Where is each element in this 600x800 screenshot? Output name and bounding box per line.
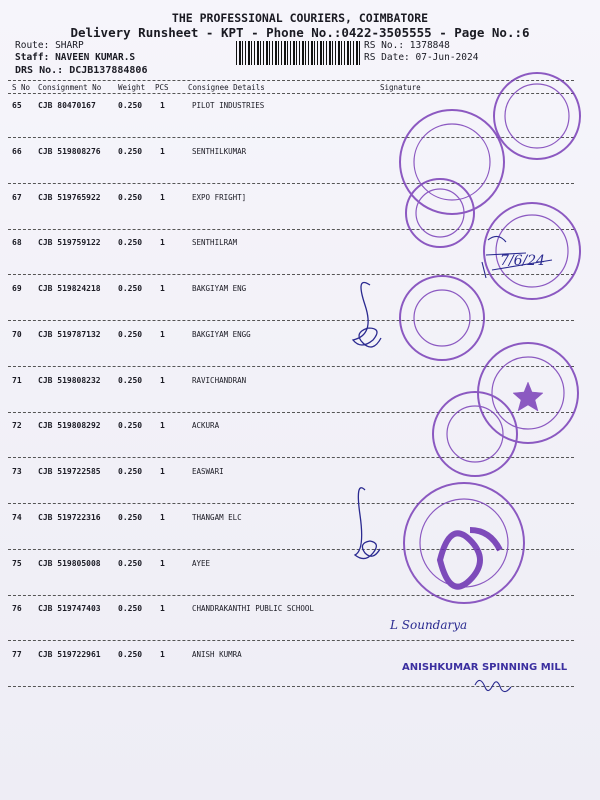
table-row	[0, 604, 600, 650]
weight-cell: 0.250	[118, 284, 143, 293]
sno-cell: 70	[12, 330, 22, 339]
weight-cell: 0.250	[118, 421, 143, 430]
staff-label: Staff:	[15, 52, 50, 63]
sno-cell: 72	[12, 421, 22, 430]
document-subtitle: Delivery Runsheet - KPT - Phone No.:0422-3505555 - Page No.:6	[70, 25, 530, 40]
consignee-cell: AYEE	[192, 559, 211, 568]
weight-cell: 0.250	[118, 193, 143, 202]
col-consignee: Consignee Details	[188, 83, 265, 92]
table-row	[0, 330, 600, 376]
row-divider	[8, 229, 574, 230]
pcs-cell: 1	[160, 650, 165, 659]
table-row	[0, 559, 600, 605]
row-divider	[8, 320, 574, 321]
pcs-cell: 1	[160, 559, 165, 568]
sno-cell: 66	[12, 147, 22, 156]
pcs-cell: 1	[160, 467, 165, 476]
consignment-cell: CJB 519787132	[38, 330, 101, 339]
weight-cell: 0.250	[118, 147, 143, 156]
table-row	[0, 238, 600, 284]
sno-cell: 77	[12, 650, 22, 659]
consignee-cell: EASWARI	[192, 467, 224, 476]
row-divider	[8, 412, 574, 413]
sno-cell: 65	[12, 101, 22, 110]
sno-cell: 73	[12, 467, 22, 476]
route-label: Route:	[15, 40, 50, 51]
signature-row76: L Soundarya	[390, 618, 468, 632]
pcs-cell: 1	[160, 101, 165, 110]
consignee-cell: BAKGIYAM ENG	[192, 284, 247, 293]
consignment-cell: CJB 519722961	[38, 650, 101, 659]
row-divider	[8, 595, 574, 596]
col-pcs: PCS	[155, 83, 169, 92]
sno-cell: 69	[12, 284, 22, 293]
weight-cell: 0.250	[118, 101, 143, 110]
weight-cell: 0.250	[118, 604, 143, 613]
consignee-cell: BAKGIYAM ENGG	[192, 330, 251, 339]
sno-cell: 67	[12, 193, 22, 202]
rs-no-line	[364, 40, 450, 51]
staff-value: NAVEEN KUMAR.S	[55, 52, 136, 63]
barcode	[236, 41, 360, 65]
rs-date-line	[364, 52, 478, 63]
row-divider	[8, 503, 574, 504]
route-line	[15, 40, 84, 51]
row-divider	[8, 366, 574, 367]
table-row	[0, 513, 600, 559]
consignee-cell: ACKURA	[192, 421, 220, 430]
drs-label: DRS No.:	[15, 65, 64, 76]
table-row	[0, 193, 600, 239]
consignment-cell: CJB 519759122	[38, 238, 101, 247]
col-sno: S No	[12, 83, 31, 92]
rs-no-label: RS No.:	[364, 40, 405, 51]
pcs-cell: 1	[160, 284, 165, 293]
consignee-cell: ANISH KUMRA	[192, 650, 242, 659]
consignee-cell: THANGAM ELC	[192, 513, 242, 522]
company-stamp: ANISHKUMAR SPINNING MILL	[402, 662, 568, 673]
table-row	[0, 376, 600, 422]
consignment-cell: CJB 519765922	[38, 193, 101, 202]
header-rule-top	[8, 80, 574, 81]
consignment-cell: CJB 519747403	[38, 604, 101, 613]
rs-date-label: RS Date:	[364, 52, 410, 63]
weight-cell: 0.250	[118, 376, 143, 385]
consignment-cell: CJB 519722316	[38, 513, 101, 522]
weight-cell: 0.250	[118, 238, 143, 247]
route-value: SHARP	[55, 40, 84, 51]
row-divider	[8, 183, 574, 184]
document-title: THE PROFESSIONAL COURIERS, COIMBATORE	[171, 11, 429, 25]
table-row	[0, 284, 600, 330]
rs-date-value: 07-Jun-2024	[415, 52, 479, 63]
pcs-cell: 1	[160, 376, 165, 385]
consignee-cell: SENTHILKUMAR	[192, 147, 247, 156]
weight-cell: 0.250	[118, 513, 143, 522]
sno-cell: 75	[12, 559, 22, 568]
table-row	[0, 650, 600, 696]
header-rule-bottom	[8, 93, 574, 94]
rs-no-value: 1378848	[409, 40, 450, 51]
consignee-cell: CHANDRAKANTHI PUBLIC SCHOOL	[192, 604, 314, 613]
consignee-cell: RAVICHANDRAN	[192, 376, 247, 385]
weight-cell: 0.250	[118, 467, 143, 476]
consignment-cell: CJB 519808292	[38, 421, 101, 430]
col-consignment: Consignment No	[38, 83, 102, 92]
row-divider	[8, 274, 574, 275]
row-divider	[8, 137, 574, 138]
consignee-cell: SENTHILRAM	[192, 238, 238, 247]
handwritten-date: 7/6/24	[500, 253, 546, 269]
staff-line	[15, 52, 135, 63]
row-divider	[8, 549, 574, 550]
sno-cell: 68	[12, 238, 22, 247]
row-divider	[8, 457, 574, 458]
pcs-cell: 1	[160, 421, 165, 430]
consignment-cell: CJB 519805008	[38, 559, 101, 568]
col-signature: Signature	[380, 83, 421, 92]
pcs-cell: 1	[160, 147, 165, 156]
consignment-cell: CJB 519808232	[38, 376, 101, 385]
pcs-cell: 1	[160, 330, 165, 339]
table-row	[0, 147, 600, 193]
pcs-cell: 1	[160, 513, 165, 522]
pcs-cell: 1	[160, 193, 165, 202]
consignment-cell: CJB 519808276	[38, 147, 101, 156]
sno-cell: 74	[12, 513, 22, 522]
drs-line	[15, 65, 147, 76]
consignment-cell: CJB 80470167	[38, 101, 96, 110]
pcs-cell: 1	[160, 604, 165, 613]
weight-cell: 0.250	[118, 330, 143, 339]
consignee-cell: EXPO FRIGHT]	[192, 193, 247, 202]
consignment-cell: CJB 519722585	[38, 467, 101, 476]
table-row	[0, 467, 600, 513]
table-row	[0, 421, 600, 467]
consignee-cell: PILOT INDUSTRIES	[192, 101, 265, 110]
sno-cell: 71	[12, 376, 22, 385]
row-divider	[8, 640, 574, 641]
row-divider	[8, 686, 574, 687]
weight-cell: 0.250	[118, 650, 143, 659]
consignment-cell: CJB 519824218	[38, 284, 101, 293]
table-row	[0, 101, 600, 147]
drs-value: DCJB137884806	[69, 65, 148, 76]
weight-cell: 0.250	[118, 559, 143, 568]
pcs-cell: 1	[160, 238, 165, 247]
col-weight: Weight	[118, 83, 146, 92]
sno-cell: 76	[12, 604, 22, 613]
